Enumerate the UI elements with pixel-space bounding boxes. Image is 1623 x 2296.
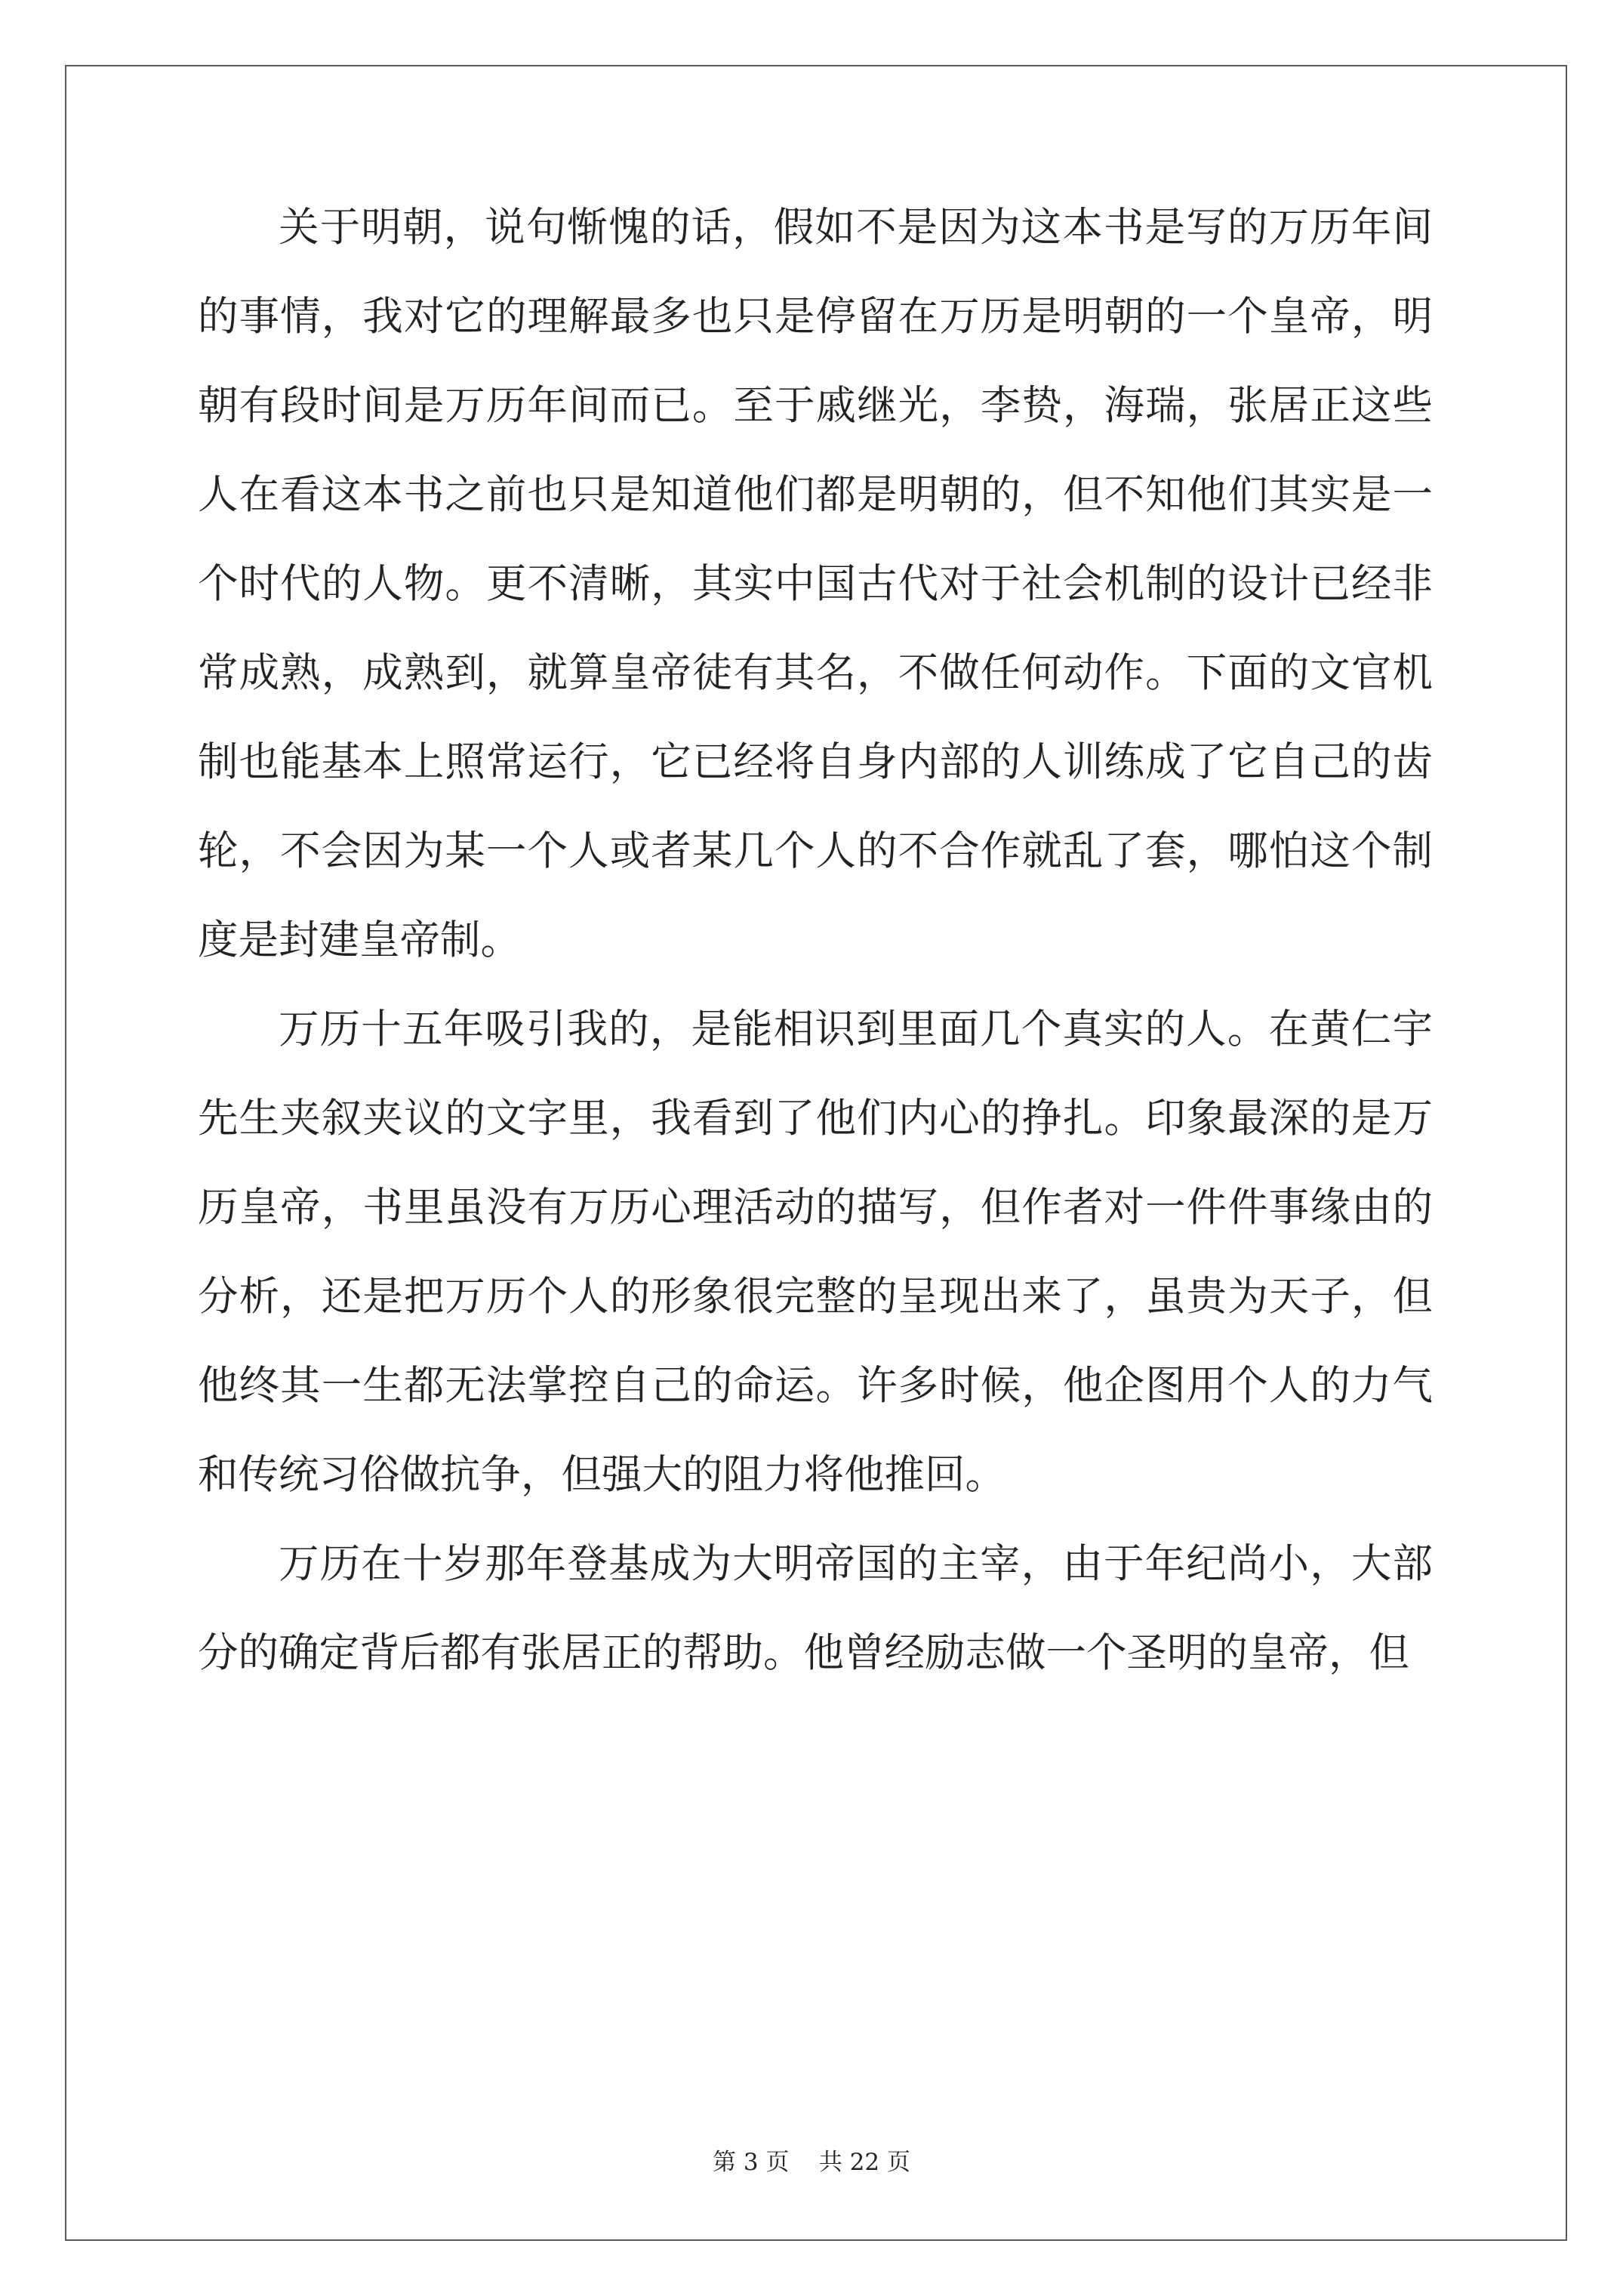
document-body — [198, 183, 1433, 1697]
paragraph-3: 万历在十岁那年登基成为大明帝国的主宰，由于年纪尚小，大部分的确定背后都有张居正的帮助。他曾经励志做一个圣明的皇帝，但 — [198, 1539, 1433, 1676]
paragraph-2: 万历十五年吸引我的，是能相识到里面几个真实的人。在黄仁宇先生夹叙夹议的文字里，我看到了他们内心的挣扎。印象最深的是万历皇帝，书里虽没有万历心理活动的描写，但作者对一件件事缘由的分析，还是把万历个人的形象很完整的呈现出来了，虽贵为天子，但他终其一生都无法掌控自己的命运。许多时候，他企图用个人的力气和传统习俗做抗争，但强大的阻力将他推回。 — [198, 1005, 1433, 1498]
paragraph-1: 关于明朝，说句惭愧的话，假如不是因为这本书是写的万历年间的事情，我对它的理解最多也只是停留在万历是明朝的一个皇帝，明朝有段时间是万历年间而已。至于戚继光，李贽，海瑞，张居正这些人在看这本书之前也只是知道他们都是明朝的，但不知他们其实是一个时代的人物。更不清晰，其实中国古代对于社会机制的设计已经非常成熟，成熟到，就算皇帝徒有其名，不做任何动作。下面的文官机制也能基本上照常运行，它已经将自身内部的人训练成了它自己的齿轮，不会因为某一个人或者某几个人的不合作就乱了套，哪怕这个制度是封建皇帝制。 — [198, 203, 1433, 963]
page-number-footer: 第 3 页 共 22 页 — [712, 2149, 910, 2176]
